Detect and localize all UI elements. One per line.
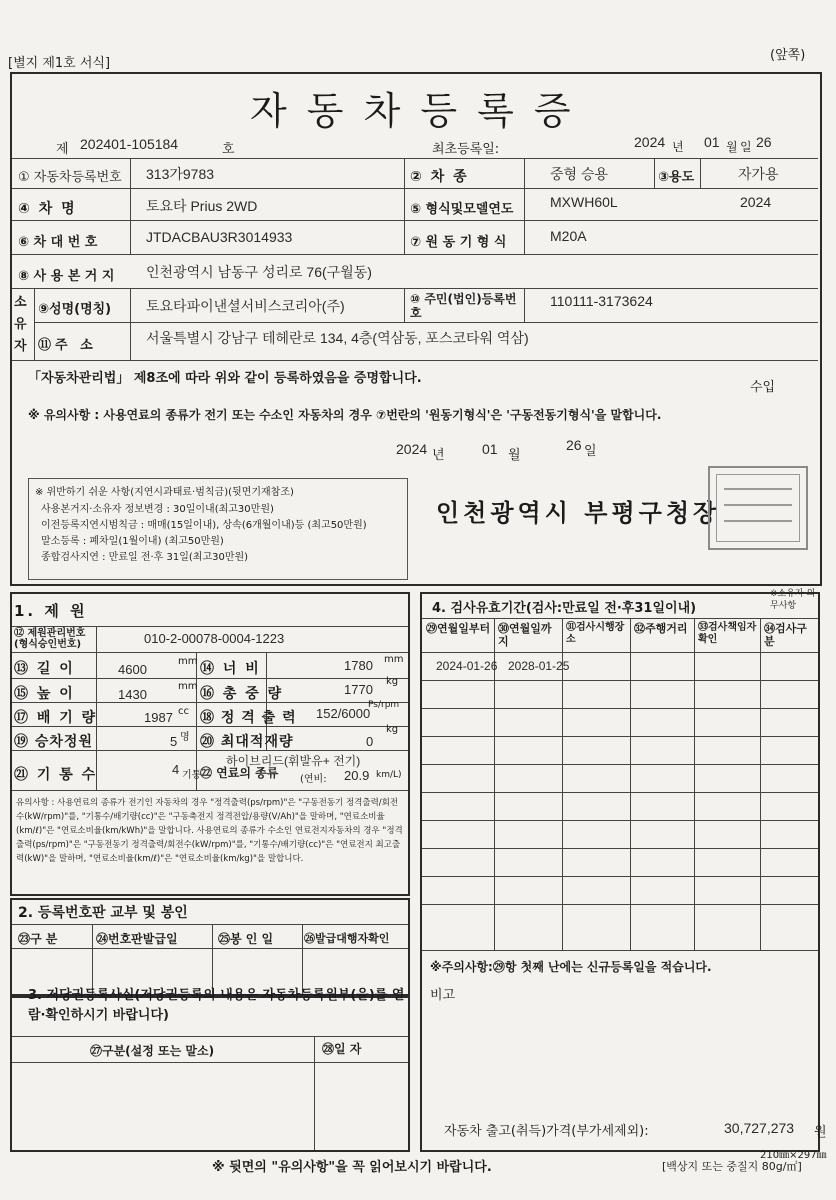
- violations-box: [28, 478, 408, 580]
- issue-month: 01: [482, 441, 498, 457]
- load-label: ⑳ 최대적재량: [200, 734, 294, 750]
- cyl-unit: 기통: [182, 770, 202, 781]
- back-notice: ※ 뒷면의 "유의사항"을 꼭 읽어보시기 바랍니다.: [212, 1160, 492, 1175]
- power-value: 152/6000: [316, 706, 371, 721]
- issue-day: 26: [566, 437, 582, 453]
- plate-label: ① 자동차등록번호: [18, 170, 122, 185]
- lien-heading: 3. 저당권등록사실(저당권등록의 내용은 자동차등록원부(을)를 열람·확인하시기 바랍니다): [28, 988, 405, 1023]
- document-title: 자 동 차 등 록 증: [250, 89, 575, 133]
- gross-label: ⑯ 총 중 량: [200, 686, 284, 702]
- first-reg-label: 최초등록일:: [432, 142, 500, 157]
- insp-col-type: ㉞검사구분: [764, 622, 807, 648]
- inspection-caution: ※주의사항:㉙항 첫째 난에는 신규등록일을 적습니다.: [430, 960, 712, 974]
- height-unit: mm: [178, 681, 198, 692]
- load-value: 0: [366, 734, 374, 749]
- length-label: ⑬ 길 이: [14, 661, 75, 677]
- owner-id-value: 110111-3173624: [550, 293, 653, 309]
- power-unit: Ps/rpm: [368, 700, 400, 710]
- model-year: 2024: [740, 194, 772, 210]
- insp-col-to: ㉚연월일까지: [498, 622, 552, 648]
- remarks-label: 비고: [430, 988, 456, 1003]
- inspection-heading: 4. 검사유효기간(검사:만료일 전·후31일이내): [432, 601, 697, 616]
- base-value: 인천광역시 남동구 성리로 76(구월동): [146, 264, 372, 280]
- fuel-value: 하이브리드(휘발유+ 전기): [226, 754, 361, 768]
- plate-section-heading: 2. 등록번호판 교부 및 봉인: [18, 905, 188, 921]
- violation-line: 종합검사지연 : 만료일 전·후 31일(최고30만원): [41, 552, 249, 563]
- seats-value: 5: [170, 734, 178, 749]
- first-reg-month-unit: 월: [726, 140, 738, 154]
- first-reg-month: 01: [704, 134, 720, 150]
- eff-label: (연비:: [300, 774, 327, 785]
- price-value: 30,727,273: [724, 1120, 795, 1136]
- mgmt-value: 010-2-00078-0004-1223: [144, 631, 285, 646]
- seats-label: ⑲ 승차정원: [14, 734, 93, 750]
- issue-year: 2024: [396, 441, 428, 457]
- plate-col-agent: ㉖발급대행자확인: [304, 932, 390, 945]
- eff-value: 20.9: [344, 768, 370, 783]
- owner-side-label: 소유자: [14, 295, 27, 354]
- paper-spec: [백상지 또는 중질지 80g/㎡]: [662, 1160, 802, 1173]
- seats-unit: 명: [180, 732, 190, 743]
- base-label: ⑧ 사 용 본 거 지: [18, 269, 115, 284]
- length-value: 4600: [118, 662, 147, 677]
- issue-day-unit: 일: [584, 444, 597, 459]
- plate-col-seal-date: ㉕봉 인 일: [218, 932, 274, 946]
- gross-value: 1770: [344, 682, 373, 697]
- plate-value: 313가9783: [146, 166, 215, 182]
- spec-heading: 1. 제 원: [14, 602, 88, 620]
- name-label: ④ 차 명: [18, 201, 77, 217]
- paper-size: 210㎜×297㎜: [760, 1150, 827, 1161]
- official-seal: [708, 466, 808, 550]
- insp-col-mileage: ㉜주행거리: [634, 622, 688, 635]
- violation-line: 이전등록지연시범칙금 : 매매(15일이내), 상속(6개월이내)등 (최고50만원): [41, 520, 367, 531]
- engine-label: ⑦ 원 동 기 형 식: [410, 235, 507, 250]
- issuer-name: 인천광역시 부평구청장: [436, 498, 721, 527]
- model-label: ⑤ 형식및모델연도: [410, 202, 514, 217]
- price-unit: 원: [814, 1125, 827, 1140]
- height-label: ⑮ 높 이: [14, 686, 75, 702]
- addr-value: 서울특별시 강남구 테헤란로 134, 4층(역삼동, 포스코타워 역삼): [146, 330, 529, 346]
- reg-no-suffix: 호: [222, 142, 235, 157]
- insp-row1-to: 2028-01-25: [508, 659, 570, 673]
- first-reg-day: 26: [756, 134, 772, 150]
- first-reg-year: 2024: [634, 134, 666, 150]
- cyl-value: 4: [172, 762, 180, 777]
- import-mark: 수입: [750, 380, 776, 395]
- plate-col-issue-date: ㉔번호판발급일: [96, 932, 178, 946]
- load-unit: kg: [386, 724, 399, 735]
- owner-id-label: ⑩ 주민(법인)등록번호: [410, 292, 517, 320]
- disp-value: 1987: [144, 710, 173, 725]
- issue-month-unit: 월: [508, 448, 521, 463]
- lien-col-type: ㉗구분(설정 또는 말소): [90, 1044, 215, 1058]
- inspection-side-note: ※소유자 의무사항: [770, 589, 816, 611]
- form-label: [별지 제1호 서식]: [8, 56, 111, 71]
- issue-year-unit: 년: [432, 448, 445, 463]
- reg-no-value: 202401-105184: [80, 136, 179, 152]
- first-reg-day-unit: 일: [740, 140, 752, 154]
- power-label: ⑱ 정 격 출 력: [200, 710, 297, 726]
- mgmt-label: ⑫ 제원관리번호(형식승인번호): [14, 628, 86, 650]
- fuel-label: ㉒ 연료의 종류: [200, 766, 279, 780]
- cyl-label: ㉑ 기 통 수: [14, 767, 98, 783]
- violation-line: 말소등록 : 폐차일(1월이내) (최고50만원): [41, 536, 224, 547]
- owner-name-value: 토요타파이낸셜서비스코리아(주): [146, 298, 345, 314]
- disp-unit: cc: [178, 706, 189, 717]
- addr-label: ⑪주 소: [38, 338, 97, 353]
- width-unit: mm: [384, 654, 404, 665]
- insp-col-inspector: ㉝검사책임자확인: [698, 622, 757, 645]
- certification-statement: 「자동차관리법」 제8조에 따라 위와 같이 등록하였음을 증명합니다.: [28, 371, 422, 386]
- gross-unit: kg: [386, 676, 399, 687]
- owner-name-label: ⑨성명(명칭): [38, 302, 112, 317]
- width-value: 1780: [344, 658, 373, 673]
- lien-col-date: ㉘일 자: [322, 1042, 362, 1056]
- insp-col-place: ㉛검사시행장소: [566, 622, 625, 645]
- violation-line: 사용본거지·소유자 정보변경 : 30일이내(최고30만원): [41, 504, 274, 515]
- width-label: ⑭ 너 비: [200, 661, 261, 677]
- type-label: ② 차 종: [410, 169, 469, 185]
- reg-no-prefix: 제: [56, 142, 69, 157]
- page-side-label: (앞쪽): [770, 48, 806, 63]
- eff-unit: km/L): [376, 770, 402, 780]
- height-value: 1430: [118, 687, 147, 702]
- use-value: 자가용: [738, 166, 779, 182]
- disp-label: ⑰ 배 기 량: [14, 710, 98, 726]
- price-label: 자동차 출고(취득)가격(부가세제외):: [444, 1124, 649, 1139]
- name-value: 토요타 Prius 2WD: [146, 198, 258, 214]
- vin-value: JTDACBAU3R3014933: [146, 229, 293, 245]
- engine-value: M20A: [550, 228, 587, 244]
- spec-note: 유의사항 : 사용연료의 종류가 전기인 자동차의 경우 "정격출력(ps/rpm)"은 "구동전동기 정격출력/회전수(kW/rpm)"를, "기통수/배기량(cc)"은 "구동축전지 정격전압/용량(V/Ah)"을 말하며, "연료소비율(km/ℓ)"은 "연료소비율(km/kWh)"을 말합니다. 사용연료의 종류가 수소인 연료전지자동차의 경우 "정격출력(ps/rpm)"은 "구동전동기 정격출력/회전수(kW/rpm)"를, "기통수/배기량(cc)"은 "연료전지 최고출력(kW)"을 말하며, "연료소비율(km/ℓ)"은 "연료소비율(km/kg)"을 말합니다.: [16, 798, 403, 864]
- length-unit: mm: [178, 656, 198, 667]
- type-value: 중형 승용: [550, 166, 608, 182]
- insp-col-from: ㉙연월일부터: [426, 622, 491, 635]
- violations-heading: ※ 위반하기 쉬운 사항(지연시과태료·범칙금)(뒷면기재참조): [35, 487, 294, 498]
- insp-row1-from: 2024-01-26: [436, 659, 498, 673]
- first-reg-year-unit: 년: [672, 140, 684, 154]
- vin-label: ⑥ 차 대 번 호: [18, 235, 98, 250]
- plate-col-category: ㉓구 분: [18, 932, 58, 946]
- fuel-notice: ※ 유의사항 : 사용연료의 종류가 전기 또는 수소인 자동차의 경우 ⑦번란의 '원동기형식'은 '구동전동기형식'을 말합니다.: [28, 408, 662, 422]
- use-label: ③용도: [658, 170, 695, 185]
- model-value: MXWH60L: [550, 194, 618, 210]
